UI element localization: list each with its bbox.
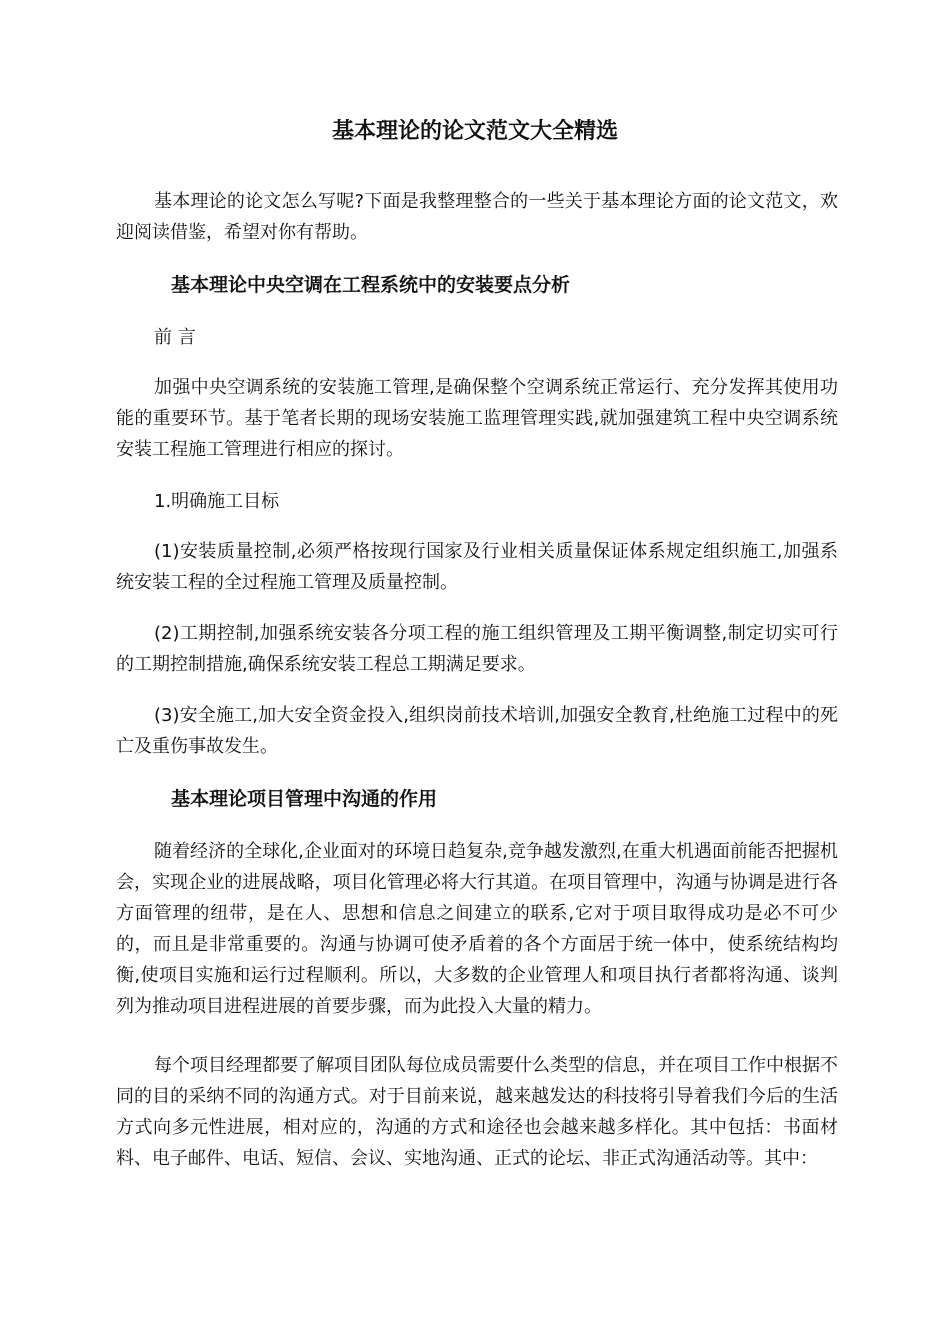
list-item-quality-control: (1)安装质量控制,必须严格按现行国家及行业相关质量保证体系规定组织施工,加强系统安装工程的全过程施工管理及质量控制。 (116, 541, 838, 593)
preface-label: 前 言 (154, 327, 196, 348)
list-item-schedule-control: (2)工期控制,加强系统安装各分项工程的施工组织管理及工期平衡调整,制定切实可行的工期控制措施,确保系统安装工程总工期满足要求。 (116, 623, 838, 675)
section-heading-hvac: 基本理论中央空调在工程系统中的安装要点分析 (171, 274, 571, 296)
section-heading-communication: 基本理论项目管理中沟通的作用 (171, 788, 438, 810)
point-heading: 1.明确施工目标 (154, 491, 280, 512)
preface-paragraph: 加强中央空调系统的安装施工管理,是确保整个空调系统正常运行、充分发挥其使用功能的重要环节。基于笔者长期的现场安装施工监理管理实践,就加强建筑工程中央空调系统安装工程施工管理进行相应的探讨。 (116, 377, 838, 460)
communication-paragraph-2: 每个项目经理都要了解项目团队每位成员需要什么类型的信息，并在项目工作中根据不同的目的采纳不同的沟通方式。对于目前来说，越来越发达的科技将引导着我们今后的生活方式向多元性进展，相对应的，沟通的方式和途径也会越来越多样化。其中包括：书面材料、电子邮件、电话、短信、会议、实地沟通、正式的论坛、非正式沟通活动等。其中： (116, 1055, 838, 1169)
document-title: 基本理论的论文范文大全精选 (331, 119, 618, 144)
communication-paragraph-1: 随着经济的全球化,企业面对的环境日趋复杂,竞争越发激烈,在重大机遇面前能否把握机会，实现企业的进展战略，项目化管理必将大行其道。在项目管理中，沟通与协调是进行各方面管理的纽带，是在人、思想和信息之间建立的联系,它对于项目取得成功是必不可少的，而且是非常重要的。沟通与协调可使矛盾着的各个方面居于统一体中，使系统结构均衡,使项目实施和运行过程顺利。所以，大多数的企业管理人和项目执行者都将沟通、谈判列为推动项目进程进展的首要步骤，而为此投入大量的精力。 (116, 841, 838, 1017)
intro-paragraph: 基本理论的论文怎么写呢?下面是我整理整合的一些关于基本理论方面的论文范文，欢迎阅读借鉴，希望对你有帮助。 (116, 191, 838, 243)
list-item-safety: (3)安全施工,加大安全资金投入,组织岗前技术培训,加强安全教育,杜绝施工过程中的死亡及重伤事故发生。 (116, 705, 838, 757)
